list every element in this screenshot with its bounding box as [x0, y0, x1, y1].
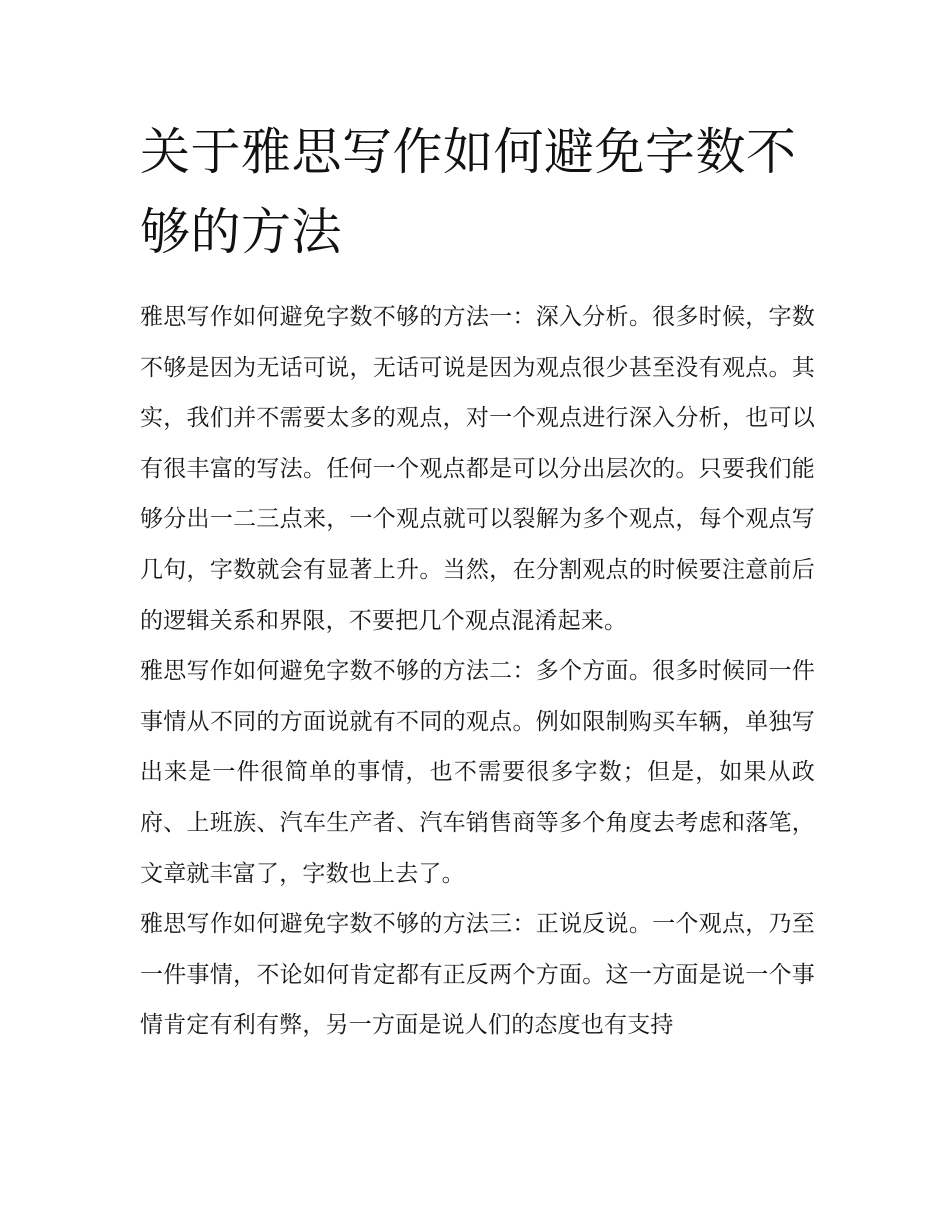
document-page: [140, 112, 815, 1051]
paragraph-method-two: 雅思写作如何避免字数不够的方法二：多个方面。很多时候同一件事情从不同的方面说就有不同的观点。例如限制购买车辆，单独写出来是一件很简单的事情，也不需要很多字数；但是，如果从政府、上班族、汽车生产者、汽车销售商等多个角度去考虑和落笔，文章就丰富了，字数也上去了。: [140, 658, 815, 887]
document-body: [140, 292, 815, 1051]
paragraph-method-one: 雅思写作如何避免字数不够的方法一：深入分析。很多时候，字数不够是因为无话可说，无话可说是因为观点很少甚至没有观点。其实，我们并不需要太多的观点，对一个观点进行深入分析，也可以有很丰富的写法。任何一个观点都是可以分出层次的。只要我们能够分出一二三点来，一个观点就可以裂解为多个观点，每个观点写几句，字数就会有显著上升。当然，在分割观点的时候要注意前后的逻辑关系和界限，不要把几个观点混淆起来。: [140, 304, 815, 634]
document-title: 关于雅思写作如何避免字数不够的方法: [140, 123, 797, 261]
paragraph-method-three: 雅思写作如何避免字数不够的方法三：正说反说。一个观点，乃至一件事情，不论如何肯定都有正反两个方面。这一方面是说一个事情肯定有利有弊，另一方面是说人们的态度也有支持: [140, 911, 815, 1039]
